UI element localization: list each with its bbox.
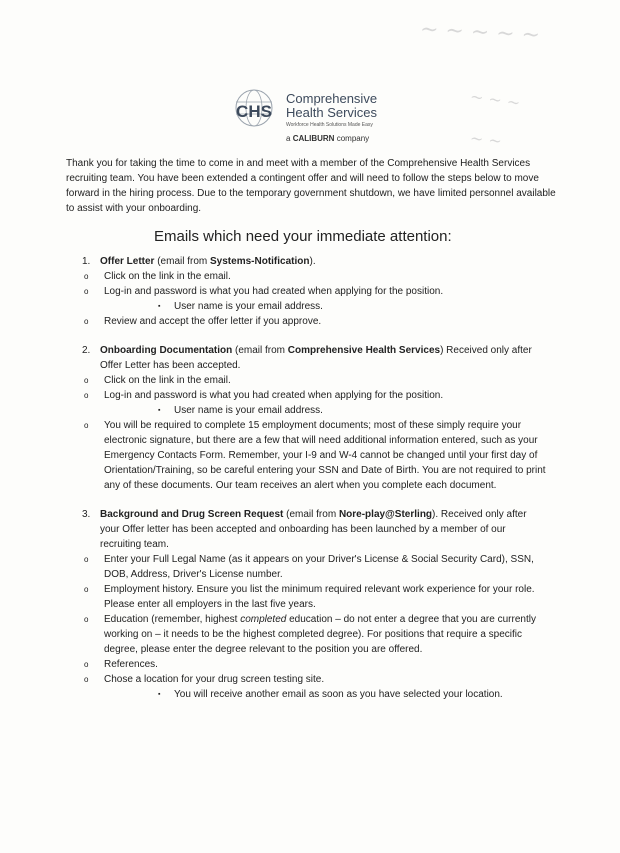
logo-name-line1: Comprehensive xyxy=(286,91,378,106)
item-sender: Comprehensive Health Services xyxy=(287,345,441,356)
sub-text: Log-in and password is what you had created when applying for the position. xyxy=(104,286,444,297)
circle-bullet: o xyxy=(84,376,89,385)
section-heading: Emails which need your immediate attention: xyxy=(154,228,452,245)
sub-text: User name is your email address. xyxy=(174,405,323,416)
sub-text-emphasis: completed xyxy=(240,614,287,625)
sub-text: Employment history. Ensure you list the minimum required relevant work experience for your role. Please enter all employers in the last five years. xyxy=(104,584,535,610)
circle-bullet: o xyxy=(84,272,89,281)
circle-bullet: o xyxy=(84,391,89,400)
item-title: Offer Letter xyxy=(100,256,155,267)
sub-text: Enter your Full Legal Name (as it appears on your Driver's License & Social Security Card), SSN, DOB, Address, Driver's License number. xyxy=(104,554,534,580)
sub-text: Review and accept the offer letter if you approve. xyxy=(104,316,322,327)
logo-tagline: Workforce Health Solutions Made Easy xyxy=(286,122,373,128)
square-bullet: ▪ xyxy=(158,303,161,310)
circle-bullet: o xyxy=(84,317,89,326)
circle-bullet: o xyxy=(84,675,89,684)
sub-text: Education (remember, highest xyxy=(104,614,241,625)
logo-abbr: CHS xyxy=(236,102,272,121)
sub-text: User name is your email address. xyxy=(174,301,323,312)
sub-item xyxy=(66,284,546,299)
company-name: CALIBURN xyxy=(292,134,335,143)
circle-bullet: o xyxy=(84,660,89,669)
sub-text: You will receive another email as soon as you have selected your location. xyxy=(174,689,503,700)
item-title: Onboarding Documentation xyxy=(100,345,233,356)
item-text: ). Received only after your Offer letter has been accepted and onboarding has been launched by a member of our recruiting team. xyxy=(100,509,527,550)
company-logo xyxy=(228,86,428,152)
sub-text: education – do not enter a degree that you are currently working on – it needs to be the highest completed degree). For positions that require a specific degree, please enter the degree relevant to the position you are offered. xyxy=(104,614,536,655)
item-sender: Systems-Notification xyxy=(210,256,310,267)
sub-sub-item xyxy=(66,299,546,314)
list-item xyxy=(66,507,546,552)
email-list xyxy=(66,254,546,702)
intro-paragraph: Thank you for taking the time to come in and meet with a member of the Comprehensive Health Services recruiting team. You have been extended a contingent offer and will need to follow the steps below to move forward in the hiring process. Due to the temporary government shutdown, we have limited personnel available to assist with your onboarding. xyxy=(66,158,556,214)
sub-text: Chose a location for your drug screen testing site. xyxy=(104,674,325,685)
item-number: 3. xyxy=(82,509,91,520)
list-item xyxy=(66,343,546,373)
sub-item xyxy=(66,582,546,612)
sub-text: Click on the link in the email. xyxy=(104,375,231,386)
item-text: (email from xyxy=(232,345,288,356)
sub-item xyxy=(66,373,546,388)
sub-item xyxy=(66,672,546,687)
logo-name xyxy=(286,92,377,120)
circle-bullet: o xyxy=(84,421,89,430)
list-item xyxy=(66,254,546,269)
sub-item xyxy=(66,657,546,672)
circle-bullet: o xyxy=(84,615,89,624)
sub-item xyxy=(66,418,546,493)
sub-item xyxy=(66,388,546,403)
item-text: ) Received only after Offer Letter has been accepted. xyxy=(100,345,532,371)
item-number: 2. xyxy=(82,345,91,356)
sub-item xyxy=(66,552,546,582)
logo-parent-company xyxy=(286,134,369,143)
bleed-through-marks: ~ ~ xyxy=(469,128,503,151)
item-text: (email from xyxy=(154,256,211,267)
item-text: (email from xyxy=(283,509,339,520)
item-text: ). xyxy=(309,256,316,267)
item-number: 1. xyxy=(82,256,91,267)
bleed-through-marks: ~ ~ ~ xyxy=(468,86,522,113)
sub-text: References. xyxy=(104,659,158,670)
sub-sub-item xyxy=(66,687,546,702)
sub-sub-item xyxy=(66,403,546,418)
sub-text: Click on the link in the email. xyxy=(104,271,231,282)
company-suffix: company xyxy=(336,134,370,143)
square-bullet: ▪ xyxy=(158,407,161,414)
company-prefix: a xyxy=(286,134,291,143)
circle-bullet: o xyxy=(84,287,89,296)
bleed-through-marks: ~ ~ ~ ~ ~ xyxy=(419,16,541,49)
item-sender: Nore-play@Sterling xyxy=(338,509,433,520)
globe-icon xyxy=(228,86,280,138)
sub-item xyxy=(66,314,546,329)
circle-bullet: o xyxy=(84,555,89,564)
logo-name-line2: Health Services xyxy=(286,105,378,120)
sub-text: You will be required to complete 15 employment documents; most of these simply require your electronic signature, but there are a few that will need additional information entered, such as your Emergency Contacts Form. Remember, your I-9 and W-4 cannot be changed until your first day of Orientation/Training, so be careful entering your SSN and Date of Birth. You are not required to print any of these documents. Our team receives an alert when you complete each document. xyxy=(104,420,546,491)
sub-item xyxy=(66,269,546,284)
square-bullet: ▪ xyxy=(158,691,161,698)
sub-text: Log-in and password is what you had created when applying for the position. xyxy=(104,390,444,401)
circle-bullet: o xyxy=(84,585,89,594)
sub-item xyxy=(66,612,546,657)
item-title: Background and Drug Screen Request xyxy=(100,509,284,520)
